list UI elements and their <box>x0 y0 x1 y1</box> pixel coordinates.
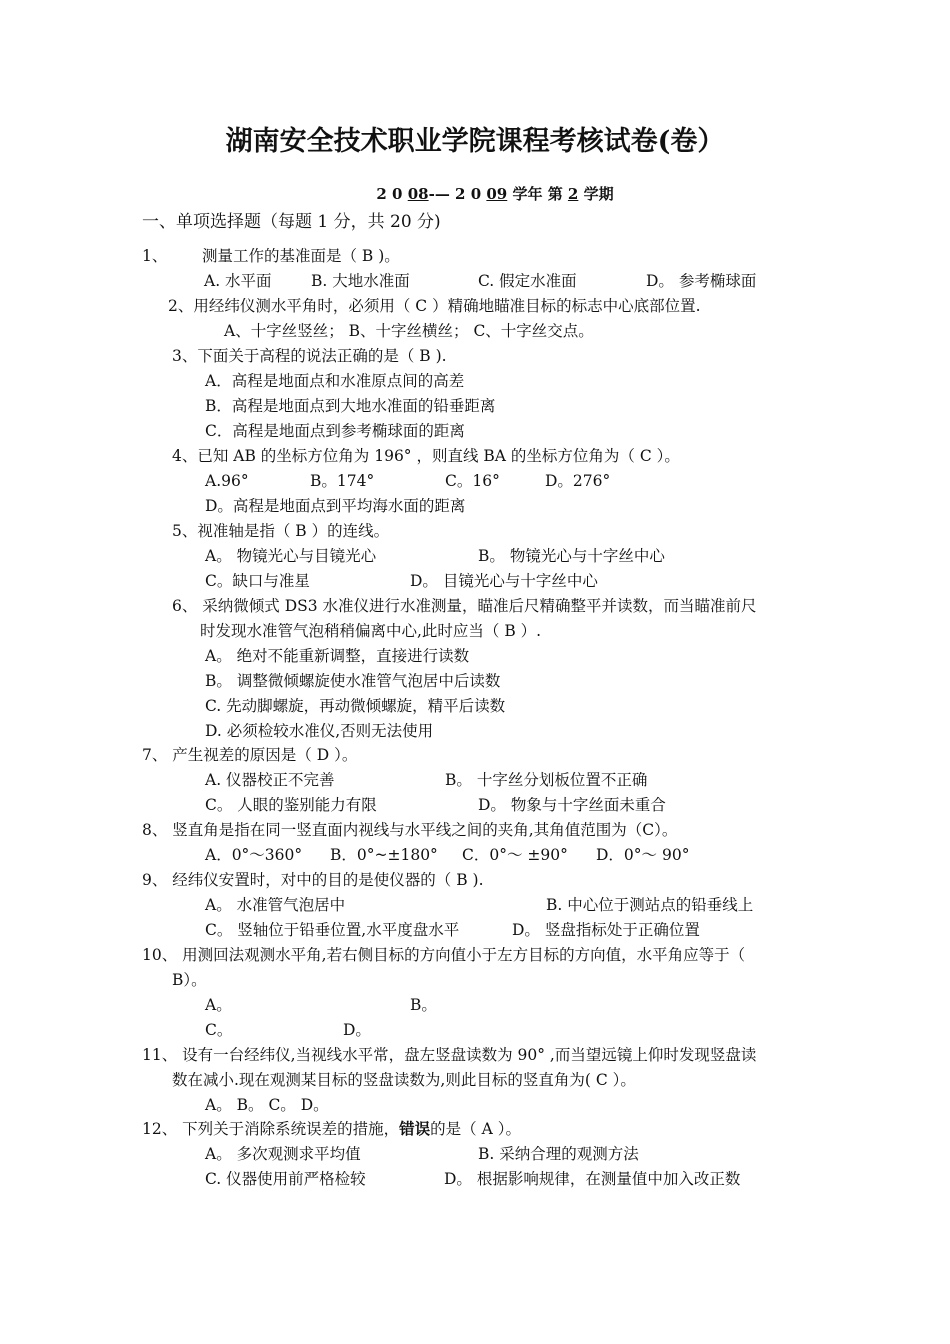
q9-stem: 9、 经纬仪安置时，对中的目的是使仪器的（ B ). <box>142 871 484 889</box>
q6-option-a: A。 绝对不能重新调整，直接进行读数 <box>205 647 470 665</box>
q1-number: 1、 <box>142 247 168 265</box>
q10-option-c: C。 <box>205 1021 233 1039</box>
q1-option-d: D。 参考椭球面 <box>646 272 757 290</box>
q5-option-d: D。 目镜光心与十字丝中心 <box>410 572 598 590</box>
q2-stem: 2、用经纬仪测水平角时，必须用（ C ）精确地瞄准目标的标志中心底部位置. <box>168 297 701 315</box>
term-line <box>0 183 950 204</box>
q4-option-d: D。276° <box>545 472 611 490</box>
q10-stem-line1: 10、 用测回法观测水平角,若右侧目标的方向值小于左方目标的方向值，水平角应等于（ <box>142 946 746 964</box>
q4-option-c: C。16° <box>445 472 500 490</box>
q3-option-b: B．高程是地面点到大地水准面的铅垂距离 <box>205 397 496 415</box>
q4-option-d-extra: D。高程是地面点到平均海水面的距离 <box>205 497 466 515</box>
q12-stem-emphasis: 错误 <box>399 1119 431 1138</box>
q10-stem-line2: B）。 <box>172 971 207 989</box>
q3-stem: 3、下面关于高程的说法正确的是（ B ). <box>172 347 447 365</box>
q5-option-c: C。缺口与准星 <box>205 572 310 590</box>
q11-stem-line1: 11、 设有一台经纬仪,当视线水平常，盘左竖盘读数为 90° ,而当望远镜上仰时发现竖盘读 <box>142 1046 757 1064</box>
q9-option-d: D。 竖盘指标处于正确位置 <box>512 921 700 939</box>
q4-option-a: A.96° <box>205 472 249 490</box>
q12-option-a: A。 多次观测求平均值 <box>205 1145 361 1163</box>
q2-options: A、十字丝竖丝； B、十字丝横丝； C、十字丝交点。 <box>224 322 594 340</box>
q5-option-b: B。 物镜光心与十字丝中心 <box>478 547 665 565</box>
q12-stem <box>142 1119 521 1139</box>
q12-option-b: B. 采纳合理的观测方法 <box>478 1145 639 1163</box>
q6-option-d: D. 必须检较水准仪,否则无法使用 <box>205 722 434 740</box>
term-year2-underlined: 09 <box>486 185 508 203</box>
q12-option-c: C. 仪器使用前严格检较 <box>205 1170 366 1188</box>
q3-option-a: A．高程是地面点和水准原点间的高差 <box>205 372 465 390</box>
q7-option-c: C。 人眼的鉴别能力有限 <box>205 796 377 814</box>
q1-option-b: B. 大地水准面 <box>311 272 410 290</box>
section-heading: 一、单项选择题（每题 1 分，共 20 分) <box>142 212 441 232</box>
q9-option-b: B. 中心位于测站点的铅垂线上 <box>546 896 754 914</box>
q1-option-a: A. 水平面 <box>204 272 272 290</box>
q3-option-c: C．高程是地面点到参考椭球面的距离 <box>205 422 465 440</box>
q1-stem: 测量工作的基准面是（ B )。 <box>202 247 400 265</box>
q8-option-d: D．0°～ 90° <box>596 846 690 864</box>
q6-stem-line2: 时发现水准管气泡稍稍偏离中心,此时应当（ B ）. <box>200 622 542 640</box>
q7-option-b: B。 十字丝分划板位置不正确 <box>445 771 648 789</box>
q11-stem-line2: 数在减小.现在观测某目标的竖盘读数为,则此目标的竖直角为( C ）。 <box>172 1071 636 1089</box>
q7-option-d: D。 物象与十字丝面未重合 <box>478 796 666 814</box>
exam-title: 湖南安全技术职业学院课程考核试卷(卷） <box>225 126 725 157</box>
term-year1: 2 0 <box>376 185 408 203</box>
q10-option-a: A。 <box>205 996 232 1014</box>
q9-option-c: C。 竖轴位于铅垂位置,水平度盘水平 <box>205 921 460 939</box>
term-number: 2 <box>567 185 579 203</box>
q8-option-b: B．0°~±180° <box>330 846 438 864</box>
q12-option-d: D。 根据影响规律，在测量值中加入改正数 <box>444 1170 741 1188</box>
term-end: 学期 <box>578 185 614 203</box>
q5-stem: 5、视准轴是指（ B ）的连线。 <box>172 522 390 540</box>
q5-option-a: A。 物镜光心与目镜光心 <box>205 547 377 565</box>
q10-option-b: B。 <box>410 996 437 1014</box>
term-dash: -— 2 0 <box>428 185 487 203</box>
q11-options: A。 B。 C。 D。 <box>205 1096 329 1114</box>
q12-stem-post: 的是（ A ）。 <box>430 1120 521 1138</box>
q8-option-c: C．0°～ ±90° <box>462 846 568 864</box>
q4-stem: 4、已知 AB 的坐标方位角为 196° ，则直线 BA 的坐标方位角为（ C ）。 <box>172 447 680 465</box>
q7-stem: 7、 产生视差的原因是（ D ）。 <box>142 746 358 764</box>
q6-option-c: C. 先动脚螺旋，再动微倾螺旋，精平后读数 <box>205 697 506 715</box>
term-mid: 学年 第 <box>507 185 568 203</box>
q9-option-a: A。 水准管气泡居中 <box>205 896 346 914</box>
q8-option-a: A．0°～360° <box>205 846 303 864</box>
q10-option-d: D。 <box>343 1021 371 1039</box>
q7-option-a: A. 仪器校正不完善 <box>205 771 335 789</box>
q8-stem: 8、 竖直角是指在同一竖直面内视线与水平线之间的夹角,其角值范围为（C）。 <box>142 821 678 839</box>
q4-option-b: B。174° <box>310 472 375 490</box>
q6-stem-line1: 6、 采纳微倾式 DS3 水准仪进行水准测量，瞄准后尺精确整平并读数，而当瞄准前尺 <box>172 597 757 615</box>
q12-stem-pre: 12、 下列关于消除系统误差的措施， <box>142 1120 400 1138</box>
term-year1-underlined: 08 <box>407 185 429 203</box>
q1-option-c: C. 假定水准面 <box>478 272 577 290</box>
q6-option-b: B。 调整微倾螺旋使水准管气泡居中后读数 <box>205 672 501 690</box>
